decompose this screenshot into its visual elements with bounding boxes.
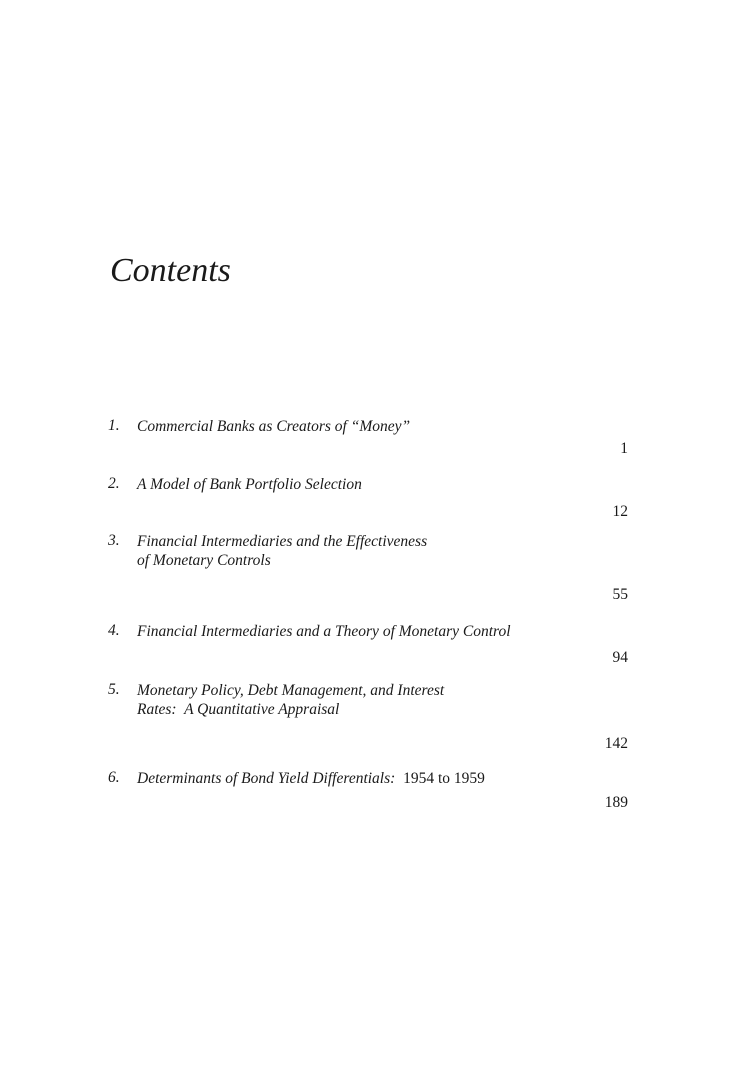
page-number: 12 [612, 503, 628, 520]
chapter-number: 6. [108, 769, 120, 786]
chapter-title [137, 681, 444, 719]
chapter-title-line: Commercial Banks as Creators of “Money” [137, 418, 411, 435]
chapter-title [137, 532, 427, 570]
chapter-title [137, 475, 362, 494]
chapter-title-line: of Monetary Controls [137, 552, 271, 569]
page-number: 1 [620, 440, 628, 457]
chapter-title [137, 417, 410, 436]
chapter-number: 2. [108, 475, 120, 492]
chapter-title-line: Financial Intermediaries and a Theory of Monetary Control [137, 623, 511, 640]
chapter-title-years: 1954 to 1959 [403, 770, 485, 787]
chapter-title-line: A Model of Bank Portfolio Selection [137, 476, 362, 493]
chapter-number: 5. [108, 681, 120, 698]
chapter-title [137, 769, 485, 788]
chapter-title-line: Monetary Policy, Debt Management, and Interest [137, 682, 445, 699]
page-number: 55 [612, 586, 628, 603]
chapter-title-line: Rates: A Quantitative Appraisal [137, 701, 340, 718]
page-number: 189 [604, 794, 628, 811]
page-number: 142 [604, 735, 628, 752]
chapter-title-line: Financial Intermediaries and the Effectiveness [137, 533, 428, 550]
chapter-number: 4. [108, 622, 120, 639]
page-number: 94 [612, 649, 628, 666]
chapter-title-line: Determinants of Bond Yield Differentials: [137, 770, 396, 787]
page-title: Contents [110, 252, 231, 289]
chapter-number: 3. [108, 532, 120, 549]
chapter-number: 1. [108, 417, 120, 434]
chapter-title [137, 622, 511, 641]
